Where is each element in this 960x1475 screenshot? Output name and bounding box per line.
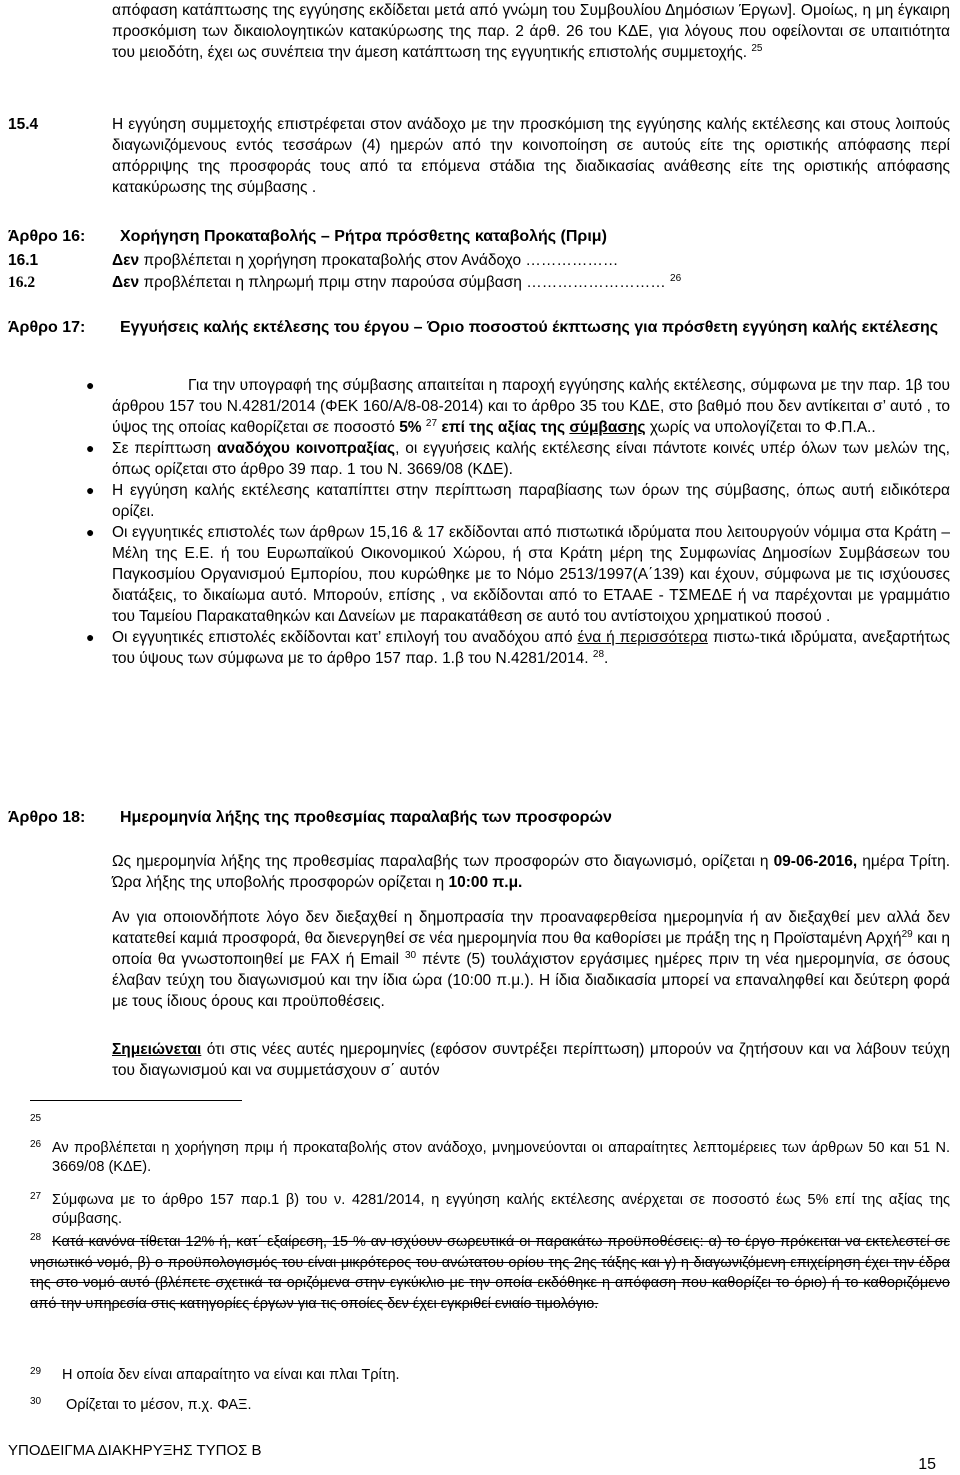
article-17-label: Άρθρο 17: — [8, 319, 86, 336]
article-17-title: Εγγυήσεις καλής εκτέλεσης του έργου – Όριο ποσοστού έκπτωσης για πρόσθετη εγγύηση καλής εκτέλεσης — [120, 319, 939, 336]
footnote-ref-26: 26 — [670, 272, 682, 284]
footnote-30 — [30, 1396, 950, 1415]
bullet-icon: ● — [86, 629, 95, 645]
footnote-ref-30: 30 — [405, 949, 417, 961]
footnote-28-text: Κατά κανόνα τίθεται 12% ή, κατ΄ εξαίρεση, 15 % αν ισχύουν σωρευτικά οι παρακάτω προϋποθέσεις: α) το έργο πρόκειται να εκτελεστεί σε νησιωτικό νομό, β) ο προϋπολογισμός του είναι μικρότερος του ανώτατου ορίου της 2ης τάξης και γ) η διαγωνιζόμενη επιχείρηση έχει την έδρα της στο νομό αυτό (βλέπετε σχετικά τα οριζόμενα στην εγκύκλιο με την οποία εκδόθηκε η απόφαση που καθορίζει το όριο) ή το καθοριζόμενο από την υπηρεσία στις κατηγορίες έργων για τις οποίες δεν έχει εγκριθεί ενιαίο τιμολόγιο. — [30, 1234, 950, 1312]
article-16-title: Χορήγηση Προκαταβολής – Ρήτρα πρόσθετης καταβολής (Πριμ) — [120, 228, 607, 245]
article-18-paragraph-1 — [112, 851, 950, 893]
article-18-paragraph-2 — [112, 907, 950, 1012]
bullet-1-percent: 5% — [399, 419, 422, 436]
bullet-5-text-a: Οι εγγυητικές επιστολές εκδίδονται κατ’ επιλογή του αναδόχου από — [112, 629, 573, 646]
postponement-text-c: πέντε (5) τουλάχιστον εργάσιμες ημέρες πριν τη νέα ημερομηνία, σε όσους έλαβαν τεύχη του διαγωνισμού και την ίδια ώρα (10:00 π.μ.). Η ίδια διαδικασία μπορεί να επαναληφθεί και δεύτερη φορά με τους ίδιους όρους και προϋποθέσεις. — [112, 951, 951, 1010]
note-label: Σημειώνεται — [112, 1041, 202, 1058]
footnote-27-number: 27 — [30, 1191, 42, 1202]
clause-number-15-4: 15.4 — [8, 116, 39, 133]
list-item — [86, 522, 950, 627]
footnote-30-text: Ορίζεται το μέσον, π.χ. ΦΑΞ. — [66, 1397, 252, 1413]
guarantee-bullet-list — [86, 375, 950, 669]
clause-16-1-bold: Δεν — [112, 252, 140, 269]
deadline-text-a: Ως ημερομηνία λήξης της προθεσμίας παραλαβής των προσφορών στο διαγωνισμό, ορίζεται η — [112, 853, 769, 870]
list-item: ● Οι εγγυητικές επιστολές εκδίδονται κατ’ επιλογή του αναδόχου από ένα ή περισσότερα πιστω-τικά ιδρύματα, ανεξαρτήτως του ύψους των σύμφωνα με το άρθρο 157 παρ. 1.β του Ν.4281/2014. $^{28}$. — [86, 629, 950, 667]
deadline-day: ημέρα Τρίτη. — [862, 853, 951, 870]
clause-16-2-text: προβλέπεται η πληρωμή πριμ στην παρούσα σύμβαση ……………………… — [143, 274, 666, 291]
clause-15-4-text: Η εγγύηση συμμετοχής επιστρέφεται στον ανάδοχο με την προσκόμιση της εγγύησης καλής εκτέλεσης και στους λοιπούς διαγωνιζόμενους εντός τεσσάρων (4) ημερών από την κοινοποίηση σε αυτούς είτε της οριστικής απόφασης περί απόρριψης της προσφοράς τους από τα επόμενα στάδια της διαδικασίας ανάθεσης είτε της οριστικής απόφασης κατακύρωσης της σύμβασης . — [112, 116, 950, 196]
article-18-title: Ημερομηνία λήξης της προθεσμίας παραλαβής των προσφορών — [120, 809, 612, 826]
bullet-1-vat: χωρίς να υπολογίζεται το Φ.Π.Α.. — [649, 419, 876, 436]
list-item — [86, 375, 950, 438]
article-17-heading — [8, 317, 942, 361]
footnote-29 — [30, 1366, 950, 1385]
footnote-separator — [30, 1100, 242, 1101]
document-footer-title: ΥΠΟΔΕΙΓΜΑ ΔΙΑΚΗΡΥΞΗΣ ΤΥΠΟΣ Β — [8, 1442, 262, 1459]
clause-number-16-1: 16.1 — [8, 252, 39, 269]
footnote-26 — [30, 1139, 950, 1177]
bullet-1-bold: επί της αξίας της — [441, 419, 566, 436]
bullet-2-bold: αναδόχου κοινοπραξίας — [217, 440, 396, 457]
footnote-29-text: Η οποία δεν είναι απαραίτητο να είναι και πλαι Τρίτη. — [62, 1367, 400, 1383]
article-16-label: Άρθρο 16: — [8, 228, 86, 245]
bullet-icon: ● — [86, 482, 95, 498]
footnote-30-number: 30 — [30, 1396, 42, 1407]
bullet-icon: ● — [86, 524, 95, 540]
footnote-25-number: 25 — [30, 1113, 42, 1124]
footnote-ref-28: 28 — [592, 648, 605, 660]
footnote-29-number: 29 — [30, 1366, 42, 1377]
article-18-paragraph-3 — [112, 1039, 950, 1081]
note-text: ότι στις νέες αυτές ημερομηνίες (εφόσον συντρέξει περίπτωση) μπορούν να ζητήσουν και να λάβουν τεύχη του διαγωνισμού και να συμμετάσχουν σ΄ αυτόν — [112, 1041, 950, 1079]
bullet-icon: ● — [86, 440, 95, 456]
footnote-28-number: 28 — [30, 1232, 42, 1243]
article-18-label: Άρθρο 18: — [8, 809, 86, 826]
footnote-27-text: Σύμφωνα με το άρθρο 157 παρ.1 β) του ν. 4281/2014, η εγγύηση καλής εκτέλεσης ανέρχεται σε ποσοστό έως 5% επί της αξίας της σύμβασης. — [52, 1192, 950, 1227]
list-item — [86, 480, 950, 522]
clause-16-1-text: προβλέπεται η χορήγηση προκαταβολής στον Ανάδοχο ……………… — [143, 252, 619, 269]
article-16-heading — [8, 226, 942, 250]
page-number: 15 — [918, 1456, 936, 1473]
bullet-3-text: Η εγγύηση καλής εκτέλεσης καταπίπτει στην περίπτωση παραβίασης των όρων της σύμβασης, όπως αυτή ειδικότερα ορίζει. — [112, 482, 950, 520]
intro-text: απόφαση κατάπτωσης της εγγύησης εκδίδεται μετά από γνώμη του Συμβουλίου Δημόσιων Έργων]. Ομοίως, η μη έγκαιρη προσκόμιση των δικαιολογητικών κατακύρωσης της παρ. 2 άρθ. 26 του ΚΔΕ, για λόγους που οφείλονται σε υπαιτιότητα του μειοδότη, έχει ως συνέπεια την άμεση κατάπτωση της εγγυητικής επιστολής συμμετοχής. — [112, 2, 950, 61]
postponement-text-a: Αν για οποιονδήποτε λόγο δεν διεξαχθεί η δημοπρασία την προαναφερθείσα ημερομηνία ή αν διεξαχθεί μεν αλλά δεν κατατεθεί καμιά προσφορά, θα διενεργηθεί σε νέα ημερομηνία που θα καθορίσει με πράξη της η Προϊσταμένη Αρχή — [112, 909, 950, 947]
footnote-28 — [30, 1232, 950, 1314]
footnote-25 — [30, 1108, 41, 1128]
deadline-time: 10:00 π.μ. — [448, 874, 523, 891]
intro-paragraph — [112, 0, 950, 63]
footnote-ref-29: 29 — [901, 928, 913, 940]
bullet-2-text-a: Σε περίπτωση — [112, 440, 212, 457]
bullet-1-text: Για την υπογραφή της σύμβασης απαιτείται η παροχή εγγύησης καλής εκτέλεσης, σύμφωνα με την παρ. 1β του άρθρου 157 του Ν.4281/2014 (ΦΕΚ 160/Α/8-08-2014) και το άρθρο 35 του ΚΔΕ, στο βαθμό που δεν αντίκειται σ’ αυτό , το ύψος της οποίας καθορίζεται σε ποσοστό — [112, 377, 950, 436]
article-18-heading — [8, 807, 942, 831]
postponement-text-b: και η οποία θα γνωστοποιηθεί με FAX ή Email — [112, 930, 950, 968]
clause-16-1 — [112, 250, 950, 271]
list-item — [86, 438, 950, 480]
clause-16-2-bold: Δεν — [112, 274, 140, 291]
bullet-4-text: Οι εγγυητικές επιστολές των άρθρων 15,16 & 17 εκδίδονται από πιστωτικά ιδρύματα που λειτουργούν νόμιμα στα Κράτη – Μέλη της Ε.Ε. ή του Ευρωπαϊκού Οικονομικού Χώρου, ή στα Κράτη μέρη της Συμφωνίας Δημοσίων Συμβάσεων του Παγκοσμίου Οργανισμού Εμπορίου, που κυρώθηκε με το Νόμο 2513/1997(Α΄139) και έχουν, σύμφωνα με τις ισχύουσες διατάξεις, το δικαίωμα αυτό. Μπορούν, επίσης , να εκδίδονται από το ΕΤΑΑΕ - ΤΣΜΕΔΕ ή να παρέχονται με γραμμάτιο του Ταμείου Παρακαταθηκών και Δανείων με παρακατάθεση σε αυτό του αντίστοιχου χρηματικού ποσού . — [112, 524, 950, 625]
bullet-2-text-b: , οι εγγυήσεις καλής εκτέλεσης είναι πάντοτε κοινές υπέρ όλων των μελών της, όπως ορίζεται στο άρθρο 39 παρ. 1 του Ν. 3669/08 (ΚΔΕ). — [112, 440, 950, 478]
footnote-26-number: 26 — [30, 1139, 42, 1150]
footnote-27 — [30, 1191, 950, 1229]
bullet-icon: ● — [86, 377, 95, 393]
footnote-ref-27: 27 — [425, 417, 438, 429]
bullet-5-text-b: πιστω-τικά ιδρύματα, ανεξαρτήτως του ύψους των σύμφωνα με το άρθρο 157 παρ. 1.β του Ν.4281/2014. — [112, 629, 950, 667]
footnote-26-text: Αν προβλέπεται η χορήγηση πριμ ή προκαταβολής στον ανάδοχο, μνημονεύονται οι απαραίτητες λεπτομέρειες των άρθρων 50 και 51 Ν. 3669/08 (ΚΔΕ). — [52, 1140, 950, 1175]
deadline-date: 09-06-2016, — [773, 853, 858, 870]
clause-number-16-2: 16.2 — [8, 274, 36, 291]
footnote-ref-25: 25 — [751, 42, 763, 54]
deadline-text-b: Ώρα λήξης της υποβολής προσφορών ορίζεται η — [112, 874, 445, 891]
clause-16-2 — [112, 272, 950, 293]
bullet-5-underlined: ένα ή περισσότερα — [577, 629, 708, 646]
bullet-1-contract: σύμβασης — [569, 419, 646, 436]
